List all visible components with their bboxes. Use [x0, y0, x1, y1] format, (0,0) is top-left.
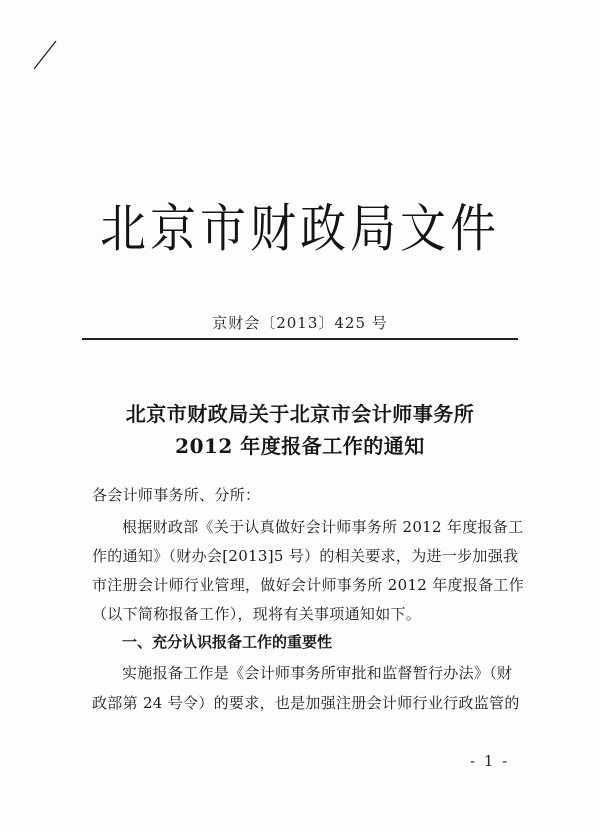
- paragraph-2-line: 实施报备工作是《会计师事务所审批和监督暂行办法》（财: [122, 664, 513, 682]
- agency-header-title: 北京市财政局文件: [100, 198, 500, 259]
- paragraph-1-line: 市注册会计师行业管理，做好会计师事务所 2012 年度报备工作: [92, 576, 525, 594]
- page-number: - 1 -: [470, 752, 510, 770]
- paragraph-1-line: 根据财政部《关于认真做好会计师事务所 2012 年度报备工: [122, 518, 524, 536]
- salutation: 各会计师事务所、分所：: [92, 486, 261, 504]
- document-number: 京财会〔2013〕425 号: [212, 314, 388, 332]
- section-1-heading: 一、充分认识报备工作的重要性: [122, 633, 333, 651]
- header-divider-line: [82, 338, 518, 340]
- paragraph-1-line: （以下简称报备工作），现将有关事项通知如下。: [92, 605, 422, 623]
- pen-stroke-mark: [30, 38, 60, 72]
- notice-title-line-1: 北京市财政局关于北京市会计师事务所: [125, 402, 475, 426]
- paragraph-2-line: 政部第 24 号令）的要求，也是加强注册会计师行业行政监管的: [92, 694, 520, 712]
- notice-title-line-2: 2012 年度报备工作的通知: [175, 434, 425, 458]
- paragraph-1-line: 作的通知》（财办会[2013]5 号）的相关要求，为进一步加强我: [92, 547, 519, 565]
